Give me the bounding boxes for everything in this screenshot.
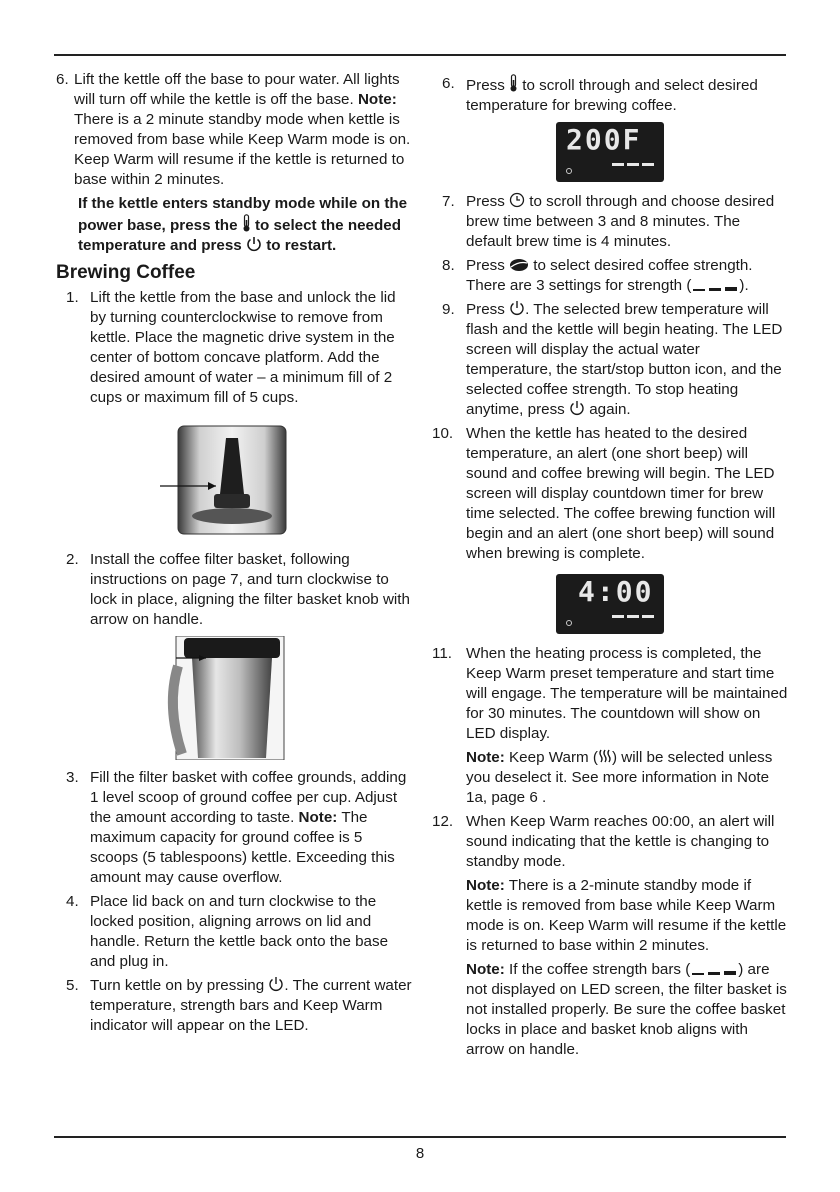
note-standby: Note: There is a 2-minute standby mode if kettle is removed from base while Keep Warm mode is on. Keep Warm will resume if the kettle is returned to base within 2 minutes. [466, 877, 787, 954]
right-column [432, 74, 788, 1064]
brew-step-9: 9. Press . The selected brew temperature will flash and the kettle will begin heating. The LED screen will display the actual water temperature, the start/stop button icon, and the selected coffee strength. To stop heating anytime, press again. [442, 301, 783, 418]
status-dot-icon [566, 620, 572, 626]
filter-basket-image [56, 636, 296, 760]
standby-instruction: If the kettle enters standby mode while on the power base, press the to select the needed temperature and press to restart. [78, 195, 408, 254]
led-display-temperature: 200F [556, 122, 664, 182]
clock-icon [509, 192, 525, 208]
left-column [56, 70, 412, 1040]
power-icon [246, 236, 262, 252]
section-heading: Brewing Coffee [56, 262, 196, 283]
brew-step-1: 1. Lift the kettle from the base and unlock the lid by turning counterclockwise to remove from kettle. Place the magnetic drive system in the center of bottom concave platform. Add the desired amount of water – a minimum fill of 2 cups or maximum fill of 5 cups. [66, 289, 396, 406]
led-display-countdown: 4:00 [556, 574, 664, 634]
kettle-interior-image [56, 424, 296, 536]
brew-step-5: 5. Turn kettle on by pressing . The current water temperature, strength bars and Keep Warm indicator will appear on the LED. [66, 977, 412, 1034]
note-keep-warm: Note: Keep Warm ( ) will be selected unless you deselect it. See more information in Note 1a, page 6 . [466, 749, 773, 806]
status-dot-icon [566, 168, 572, 174]
strength-bars-icon [609, 604, 654, 624]
power-icon [509, 300, 525, 316]
brew-step-3: 3. Fill the filter basket with coffee grounds, adding 1 level scoop of ground coffee per cup. Adjust the amount according to taste. Note: The maximum capacity for ground coffee is 5 scoops (5 tablespoons) kettle. Exceeding this amount may cause overflow. [66, 769, 407, 886]
brew-step-11: 11. When the heating process is completed, the Keep Warm preset temperature and start time will engage. The temperature will be maintained for 30 minutes. The countdown will show on LED display. [432, 645, 788, 742]
page-number: 8 [415, 1145, 425, 1162]
coffee-bean-icon [509, 258, 529, 272]
brew-step-4: 4. Place lid back on and turn clockwise to the locked position, aligning arrows on lid and handle. Return the kettle back onto the base and plug in. [66, 893, 389, 970]
brew-step-7: 7. Press to scroll through and choose desired brew time between 3 and 8 minutes. The default brew time is 4 minutes. [442, 193, 775, 250]
power-icon [268, 976, 284, 992]
left-step-6: 6. Lift the kettle off the base to pour water. All lights will turn off while the kettle is off the base. Note: There is a 2 minute standby mode when kettle is removed from base while Keep Warm mode is on. Keep Warm will resume if the kettle is returned to base within 2 minutes. [56, 71, 411, 188]
thermometer-icon [242, 214, 251, 232]
strength-bars-icon [691, 282, 739, 292]
top-rule [54, 54, 786, 56]
brew-step-6: 6. Press to scroll through and select desired temperature for brewing coffee. [442, 75, 758, 114]
strength-bars-icon [690, 966, 738, 976]
brew-step-12: 12. When Keep Warm reaches 00:00, an alert will sound indicating that the kettle is changing to standby mode. [432, 813, 775, 870]
keep-warm-icon [598, 748, 612, 764]
note-strength-bars: Note: If the coffee strength bars ( ) are not displayed on LED screen, the filter basket is not installed properly. Be sure the coffee basket locks in place and basket knob aligns with arrow on handle. [466, 961, 787, 1058]
bottom-rule [54, 1136, 786, 1138]
thermometer-icon [509, 74, 518, 92]
strength-bars-icon [609, 152, 654, 172]
power-icon [569, 400, 585, 416]
brew-step-10: 10. When the kettle has heated to the desired temperature, an alert (one short beep) will sound and coffee brewing will begin. The LED screen will display countdown timer for brew time selected. The coffee brewing function will begin and an alert (one short beep) will sound when brewing is complete. [432, 425, 776, 562]
brew-step-8: 8. Press to select desired coffee strength. There are 3 settings for strength ( ). [442, 257, 753, 294]
brew-step-2: 2. Install the coffee filter basket, following instructions on page 7, and turn clockwise to lock in place, aligning the filter basket knob with arrow on handle. [66, 551, 410, 628]
